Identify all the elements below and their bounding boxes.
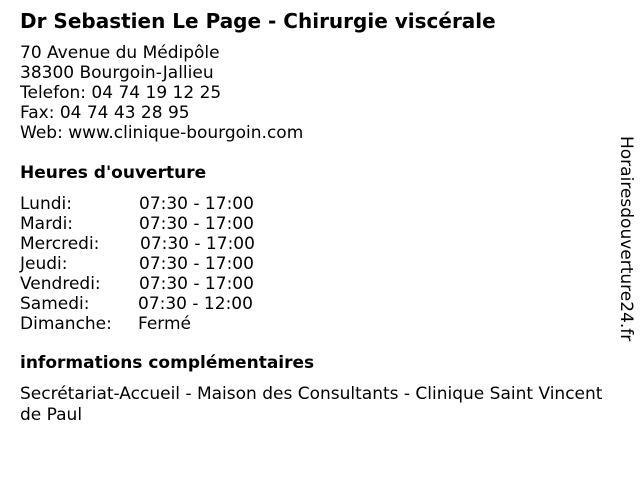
hours-row-wednesday — [20, 234, 320, 254]
page-title: Dr Sebastien Le Page - Chirurgie viscérale — [20, 9, 496, 33]
city-address: 38300 Bourgoin-Jallieu — [20, 63, 214, 83]
website: Web: www.clinique-bourgoin.com — [20, 123, 304, 143]
street-address: 70 Avenue du Médipôle — [20, 43, 220, 63]
hours-row-friday — [20, 274, 320, 294]
site-watermark: Horairesdouverture24.fr — [616, 136, 636, 342]
day-label: Dimanche: — [20, 314, 112, 334]
day-hours: 07:30 - 17:00 — [139, 274, 254, 294]
opening-hours-table — [20, 194, 320, 334]
phone-number: Telefon: 04 74 19 12 25 — [20, 83, 222, 103]
day-label: Samedi: — [20, 294, 90, 314]
additional-info-text: Secrétariat-Accueil - Maison des Consultants - Clinique Saint Vincent de Paul — [20, 384, 603, 425]
day-label: Vendredi: — [20, 274, 101, 294]
day-label: Mercredi: — [20, 234, 100, 254]
hours-row-sunday — [20, 314, 320, 334]
day-hours: 07:30 - 12:00 — [138, 294, 253, 314]
hours-row-thursday — [20, 254, 320, 274]
contact-block — [20, 43, 303, 143]
hours-row-monday — [20, 194, 320, 214]
day-label: Mardi: — [20, 214, 74, 234]
day-hours: 07:30 - 17:00 — [140, 234, 255, 254]
day-hours: 07:30 - 17:00 — [139, 254, 254, 274]
day-hours: 07:30 - 17:00 — [139, 194, 254, 214]
hours-row-saturday — [20, 294, 320, 314]
additional-info-heading: informations complémentaires — [20, 353, 315, 373]
day-hours: Fermé — [138, 314, 192, 334]
day-hours: 07:30 - 17:00 — [139, 214, 254, 234]
fax-number: Fax: 04 74 43 28 95 — [20, 103, 190, 123]
day-label: Lundi: — [20, 194, 72, 214]
day-label: Jeudi: — [20, 254, 68, 274]
opening-hours-heading: Heures d'ouverture — [20, 163, 207, 183]
hours-row-tuesday — [20, 214, 320, 234]
